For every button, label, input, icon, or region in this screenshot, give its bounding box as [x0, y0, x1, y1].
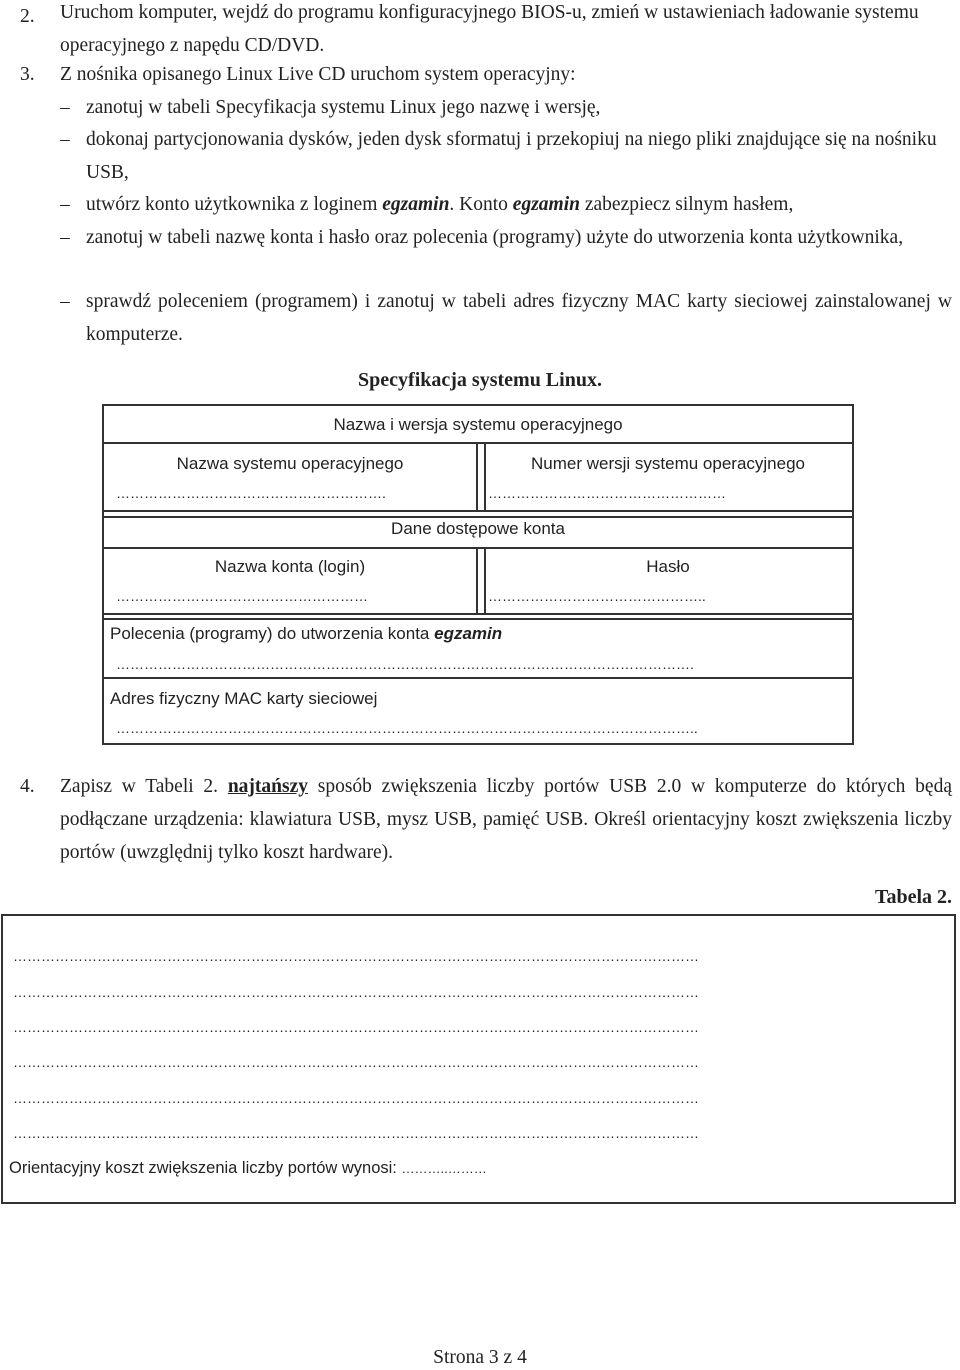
login-name: egzamin	[382, 194, 450, 215]
section-header-account: Dane dostępowe konta	[391, 519, 565, 538]
divider	[104, 618, 852, 620]
mac-label: Adres fizyczny MAC karty sieciowej	[110, 689, 378, 708]
answer-line[interactable]: …………………………………………………………………………………………………………………………………	[13, 1054, 699, 1070]
divider	[104, 516, 852, 518]
dash-marker: –	[60, 97, 70, 118]
cost-label: Orientacyjny koszt zwiększenia liczby portów wynosi:	[9, 1159, 402, 1177]
account-name-field[interactable]: ………………………………………………	[116, 588, 368, 604]
commands-field[interactable]: …………………………………………………………………………………………………………….	[116, 656, 694, 672]
item-text: Z nośnika opisanego Linux Live CD uruchom system operacyjny:	[60, 64, 576, 85]
divider	[484, 442, 486, 510]
item-number: 4.	[20, 776, 35, 797]
divider	[104, 677, 852, 679]
item-text: Zapisz w Tabeli 2. najtańszy sposób zwiększenia liczby portów USB 2.0 w komputerze do których będą podłączane urządzenia: klawiatura USB, mysz USB, pamięć USB. Określ orientacyjny koszt zwiększenia liczby portów (uwzględnij tylko koszt hardware).	[60, 776, 952, 863]
dash-marker: –	[60, 291, 70, 312]
bullet-text: zanotuj w tabeli Specyfikacja systemu Linux jego nazwę i wersję,	[86, 97, 601, 118]
dash-marker: –	[60, 129, 70, 150]
bullet-text: zanotuj w tabeli nazwę konta i hasło oraz polecenia (programy) użyte do utworzenia konta użytkownika,	[86, 227, 904, 248]
answer-line[interactable]: …………………………………………………………………………………………………………………………………	[13, 948, 699, 964]
bullet-text: dokonaj partycjonowania dysków, jeden dysk sformatuj i przekopiuj na niego pliki znajdujące się na nośniku USB,	[86, 129, 937, 183]
dash-marker: –	[60, 194, 70, 215]
spec-table	[102, 404, 854, 745]
mac-field[interactable]: ……………………………………………………………………………………………………………..	[116, 720, 698, 736]
account-name-label: Nazwa konta (login)	[214, 557, 366, 576]
os-name-field[interactable]: ………………………………………………….	[116, 485, 386, 501]
login-name: egzamin	[434, 624, 503, 643]
item-text: Uruchom komputer, wejdź do programu konfiguracyjnego BIOS-u, zmień w ustawieniach ładowanie systemu operacyjnego z napędu CD/DVD.	[60, 2, 919, 56]
emphasis-cheapest: najtańszy	[227, 776, 308, 797]
item-number: 2.	[20, 6, 35, 27]
os-version-label: Numer wersji systemu operacyjnego	[531, 454, 805, 473]
item-number: 3.	[20, 64, 35, 85]
answer-line[interactable]: …………………………………………………………………………………………………………………………………	[13, 1125, 699, 1141]
section-header-os: Nazwa i wersja systemu operacyjnego	[333, 415, 623, 434]
answer-line[interactable]: …………………………………………………………………………………………………………………………………	[13, 1090, 699, 1106]
bullet-text: utwórz konto użytkownika z loginem egzamin. Konto egzamin zabezpiecz silnym hasłem,	[86, 194, 794, 215]
divider	[104, 510, 852, 512]
answer-line[interactable]: …………………………………………………………………………………………………………………………………	[13, 984, 699, 1000]
table2-box	[1, 914, 956, 1204]
password-label: Hasło	[646, 557, 690, 576]
login-name: egzamin	[512, 194, 580, 215]
divider	[476, 442, 478, 510]
page-number: Strona 3 z 4	[433, 1347, 527, 1368]
os-name-label: Nazwa systemu operacyjnego	[176, 454, 404, 473]
os-version-field[interactable]: ……………………………………………	[488, 485, 726, 501]
divider	[104, 442, 852, 444]
answer-line[interactable]: …………………………………………………………………………………………………………………………………	[13, 1019, 699, 1035]
password-field[interactable]: ………………………………………..	[488, 588, 706, 604]
divider	[104, 613, 852, 615]
divider	[104, 547, 852, 549]
cost-field[interactable]: ………..………	[401, 1161, 487, 1176]
dash-marker: –	[60, 227, 70, 248]
commands-label: Polecenia (programy) do utworzenia konta egzamin	[110, 624, 503, 643]
spec-table-title: Specyfikacja systemu Linux.	[358, 369, 602, 391]
divider	[476, 547, 478, 613]
table2-title: Tabela 2.	[874, 886, 952, 908]
bullet-text: sprawdź poleceniem (programem) i zanotuj w tabeli adres fizyczny MAC karty sieciowej zainstalowanej w komputerze.	[86, 291, 952, 345]
cost-line	[9, 1159, 487, 1178]
